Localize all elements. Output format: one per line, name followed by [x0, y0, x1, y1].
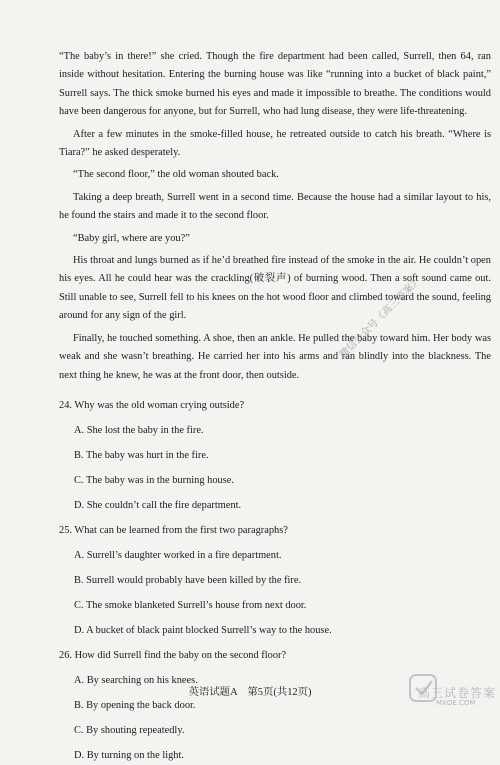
page-footer: 英语试题A 第5页(共12页) — [188, 687, 312, 698]
question-list — [59, 397, 491, 765]
passage-paragraph: “Baby girl, where are you?” — [73, 232, 190, 244]
question-stem: 26. How did Surrell find the baby on the second floor? — [59, 650, 287, 661]
passage-paragraph: “The baby’s in there!” she cried. Though the fire department had been called, Surrell, then 64, ran inside without hesitation. Entering the burning house was like “running into a bucket of black paint,” Surrell says. The thick smoke burned his eyes and made it impossible to breathe. The conditions would have been dangerous for anyone, but for Surrell, who had lung disease, they were life-threatening. — [59, 51, 491, 118]
option-d: D. She couldn’t call the fire department. — [74, 500, 242, 511]
option-c: C. The smoke blanketed Surrell’s house from next door. — [74, 600, 307, 611]
option-a: A. Surrell’s daughter worked in a fire department. — [74, 550, 282, 561]
option-d: D. By turning on the light. — [74, 750, 184, 761]
question-26 — [59, 647, 491, 765]
option-c: C. By shouting repeatedly. — [74, 725, 185, 736]
passage-paragraph: Taking a deep breath, Surrell went in a second time. Because the house had a similar layout to his, he found the stairs and made it to the second floor. — [59, 191, 491, 222]
question-24 — [59, 397, 491, 515]
passage-paragraph: “The second floor,” the old woman shouted back. — [73, 169, 279, 181]
option-c: C. The baby was in the burning house. — [74, 475, 234, 486]
passage-paragraph: Finally, he touched something. A shoe, then an ankle. He pulled the baby toward him. Her body was weak and she wasn’t breathing. He carried her into his arms and ran blindly into the blackness. The next thing he knew, he was at the front door, then outside. — [59, 332, 491, 381]
question-stem: 25. What can be learned from the first two paragraphs? — [59, 525, 288, 536]
logo-url: MXQE.COM — [436, 699, 476, 707]
reading-passage — [59, 48, 491, 385]
passage-paragraph: His throat and lungs burned as if he’d breathed fire instead of the smoke in the air. He couldn’t open his eyes. All he could hear was the crackling(破裂声) of burning wood. Then a soft sound came out. Still unable to see, Surrell fell to his knees on the hot wood floor and climbed toward the sound, feeling around for any sign of the girl. — [59, 255, 491, 322]
question-25 — [59, 522, 491, 640]
passage-paragraph: After a few minutes in the smoke-filled house, he retreated outside to catch his breath. “Where is Tiara?” he asked desperately. — [59, 128, 491, 159]
option-a: A. By searching on his knees. — [74, 675, 198, 686]
option-b: B. The baby was hurt in the fire. — [74, 450, 209, 461]
question-stem: 24. Why was the old woman crying outside? — [59, 400, 245, 411]
option-b: B. By opening the back door. — [74, 700, 196, 711]
option-d: D. A bucket of black paint blocked Surrell’s way to the house. — [74, 625, 332, 636]
watermark-text: 微信公众号《高三答案》 — [337, 275, 424, 361]
logo-text: 高三试卷答案 — [418, 686, 497, 700]
option-b: B. Surrell would probably have been killed by the fire. — [74, 575, 302, 586]
option-a: A. She lost the baby in the fire. — [74, 425, 204, 436]
